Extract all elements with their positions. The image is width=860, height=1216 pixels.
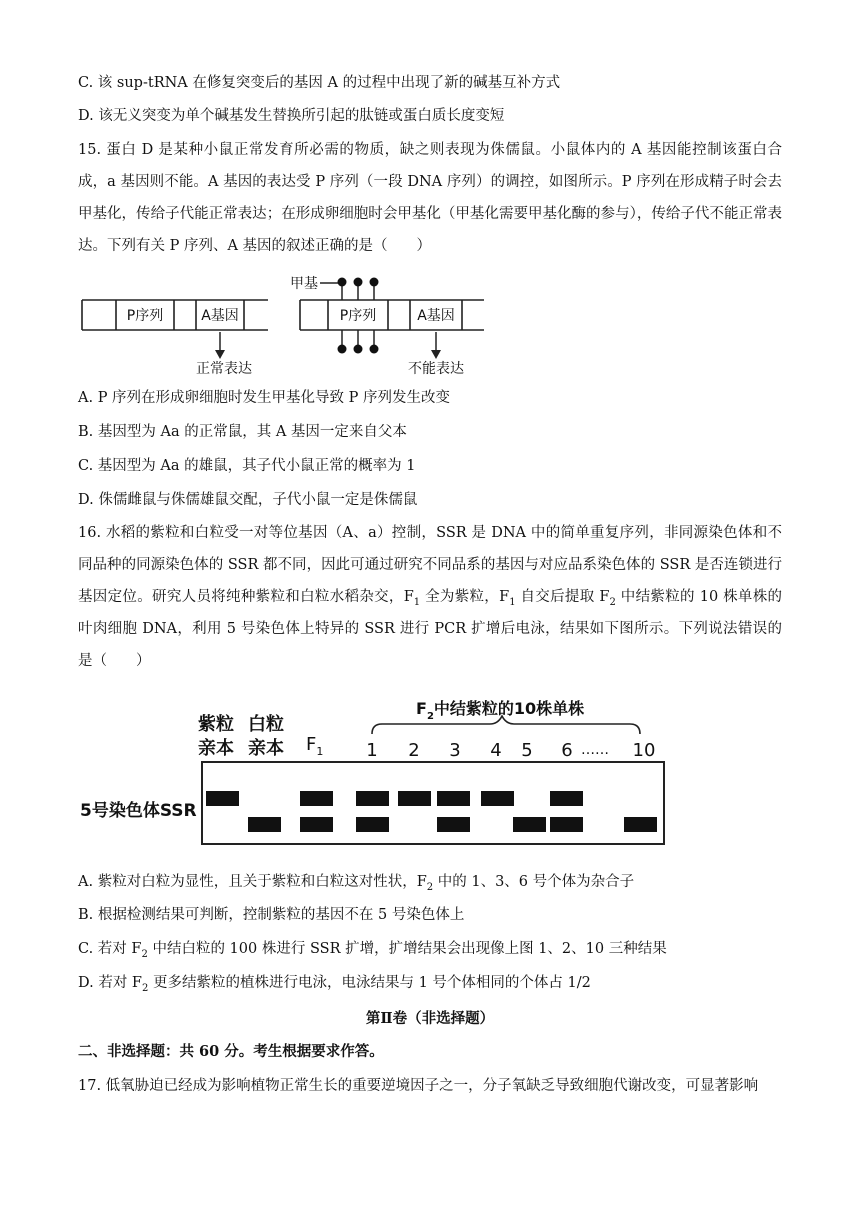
band-lane5-lower: [513, 817, 546, 832]
gel-bands: [206, 791, 657, 832]
q16-stem: 16. 水稻的紫粒和白粒受一对等位基因（A、a）控制，SSR 是 DNA 中的简单重复序列，非同源染色体和不同品种的同源染色体的 SSR 都不同，因此可通过研究不同品系的基因与对应品系染色体的 SSR 是否连锁进行基因定位。研究人员将纯种紫粒和白粒水稻杂交，$F_1$ 全为紫粒，$F_1$ 自交后提取 $F_2$ 中结紫粒的 10 株单株的叶肉细胞 DNA，利用 5 号染色体上特异的 SSR 进行 PCR 扩增后电泳，结果如下图所示。下列说法错误的是（ ）: [78, 525, 783, 669]
a-gene-label: A基因: [201, 308, 239, 324]
q16-option-c: C. 若对 $F_2$ 中结白粒的 100 株进行 SSR 扩增，扩增结果会出现像上图 1、2、10 三种结果: [78, 941, 667, 960]
white-parent-label-2: 亲本: [248, 738, 284, 759]
p-sequence-label: P序列: [126, 308, 164, 324]
q14-option-d: D. 该无义突变为单个碱基发生替换所引起的肽链或蛋白质长度变短: [78, 108, 505, 124]
a-gene-label: A基因: [417, 308, 455, 324]
lane-number-3: 3: [449, 740, 461, 761]
band-lane2-upper: [398, 791, 431, 806]
q15-option-c: C. 基因型为 Aa 的雄鼠，其子代小鼠正常的概率为 1: [78, 458, 416, 474]
white-parent-label-1: 白粒: [248, 714, 284, 735]
normal-expression-label: 正常表达: [196, 361, 252, 377]
band-f1-upper: [300, 791, 333, 806]
methyl-label: 甲基: [290, 276, 318, 292]
band-lane1-upper: [356, 791, 389, 806]
q15-option-b: B. 基因型为 Aa 的正常鼠，其 A 基因一定来自父本: [78, 424, 407, 440]
q15-stem: 15. 蛋白 D 是某种小鼠正常发育所必需的物质，缺之则表现为侏儒鼠。小鼠体内的 A 基因能控制该蛋白合成，a 基因则不能。A 基因的表达受 P 序列（一段 DNA 序列）的调控，如图所示。P 序列在形成精子时会去甲基化，传给子代能正常表达；在形成卵细胞时会甲基化（甲基化需要甲基化酶的参与），传给子代不能正常表达。下列有关 P 序列、A 基因的叙述正确的是（ ）: [78, 142, 782, 254]
no-expression-label: 不能表达: [408, 361, 464, 377]
purple-parent-label-2: 亲本: [198, 738, 234, 759]
q14-option-c: C. 该 sup-tRNA 在修复突变后的基因 A 的过程中出现了新的碱基互补方式: [78, 75, 561, 91]
q16-option-a: A. 紫粒对白粒为显性，且关于紫粒和白粒这对性状，$F_2$ 中的 1、3、6 号个体为杂合子: [78, 874, 635, 893]
purple-parent-label-1: 紫粒: [198, 714, 234, 735]
band-f1-lower: [300, 817, 333, 832]
row-label: 5号染色体SSR: [80, 801, 197, 821]
band-lane3-upper: [437, 791, 470, 806]
q15-option-d: D. 侏儒雌鼠与侏儒雄鼠交配，子代小鼠一定是侏儒鼠: [78, 492, 418, 508]
band-lane6-lower: [550, 817, 583, 832]
q16-option-d: D. 若对 $F_2$ 更多结紫粒的植株进行电泳，电泳结果与 1 号个体相同的个体占 1/2: [78, 975, 591, 994]
q16-option-b: B. 根据检测结果可判断，控制紫粒的基因不在 5 号染色体上: [78, 907, 465, 923]
section-title: 第Ⅱ卷（非选择题）: [365, 1010, 495, 1027]
band-lane10-lower: [624, 817, 657, 832]
section-heading: 二、非选择题：共 60 分。考生根据要求作答。: [78, 1043, 384, 1060]
lane-number-2: 2: [408, 740, 420, 761]
methylated-dna: [290, 275, 484, 377]
band-lane3-lower: [437, 817, 470, 832]
unmethylated-dna: [82, 300, 268, 377]
band-lane6-upper: [550, 791, 583, 806]
electrophoresis-figure: [78, 690, 678, 850]
lane-ellipsis: ……: [581, 742, 609, 758]
p-sequence-label: P序列: [339, 308, 377, 324]
f2-title: $F_2$中结紫粒的10株单株: [416, 699, 585, 722]
band-lane4-upper: [481, 791, 514, 806]
band-purple-parent-upper: [206, 791, 239, 806]
q17-stem: 17. 低氧胁迫已经成为影响植物正常生长的重要逆境因子之一，分子氧缺乏导致细胞代谢改变，可显著影响: [78, 1078, 759, 1094]
lane-number-4: 4: [490, 740, 502, 761]
lane-number-5: 5: [521, 740, 533, 761]
methylation-diagram: [78, 272, 498, 380]
band-white-parent-lower: [248, 817, 281, 832]
lane-number-10: 10: [632, 740, 656, 761]
f1-label: $F_1$: [306, 734, 324, 758]
band-lane1-lower: [356, 817, 389, 832]
lane-number-1: 1: [366, 740, 378, 761]
lane-number-6: 6: [561, 740, 573, 761]
q15-option-a: A. P 序列在形成卵细胞时发生甲基化导致 P 序列发生改变: [78, 390, 451, 406]
